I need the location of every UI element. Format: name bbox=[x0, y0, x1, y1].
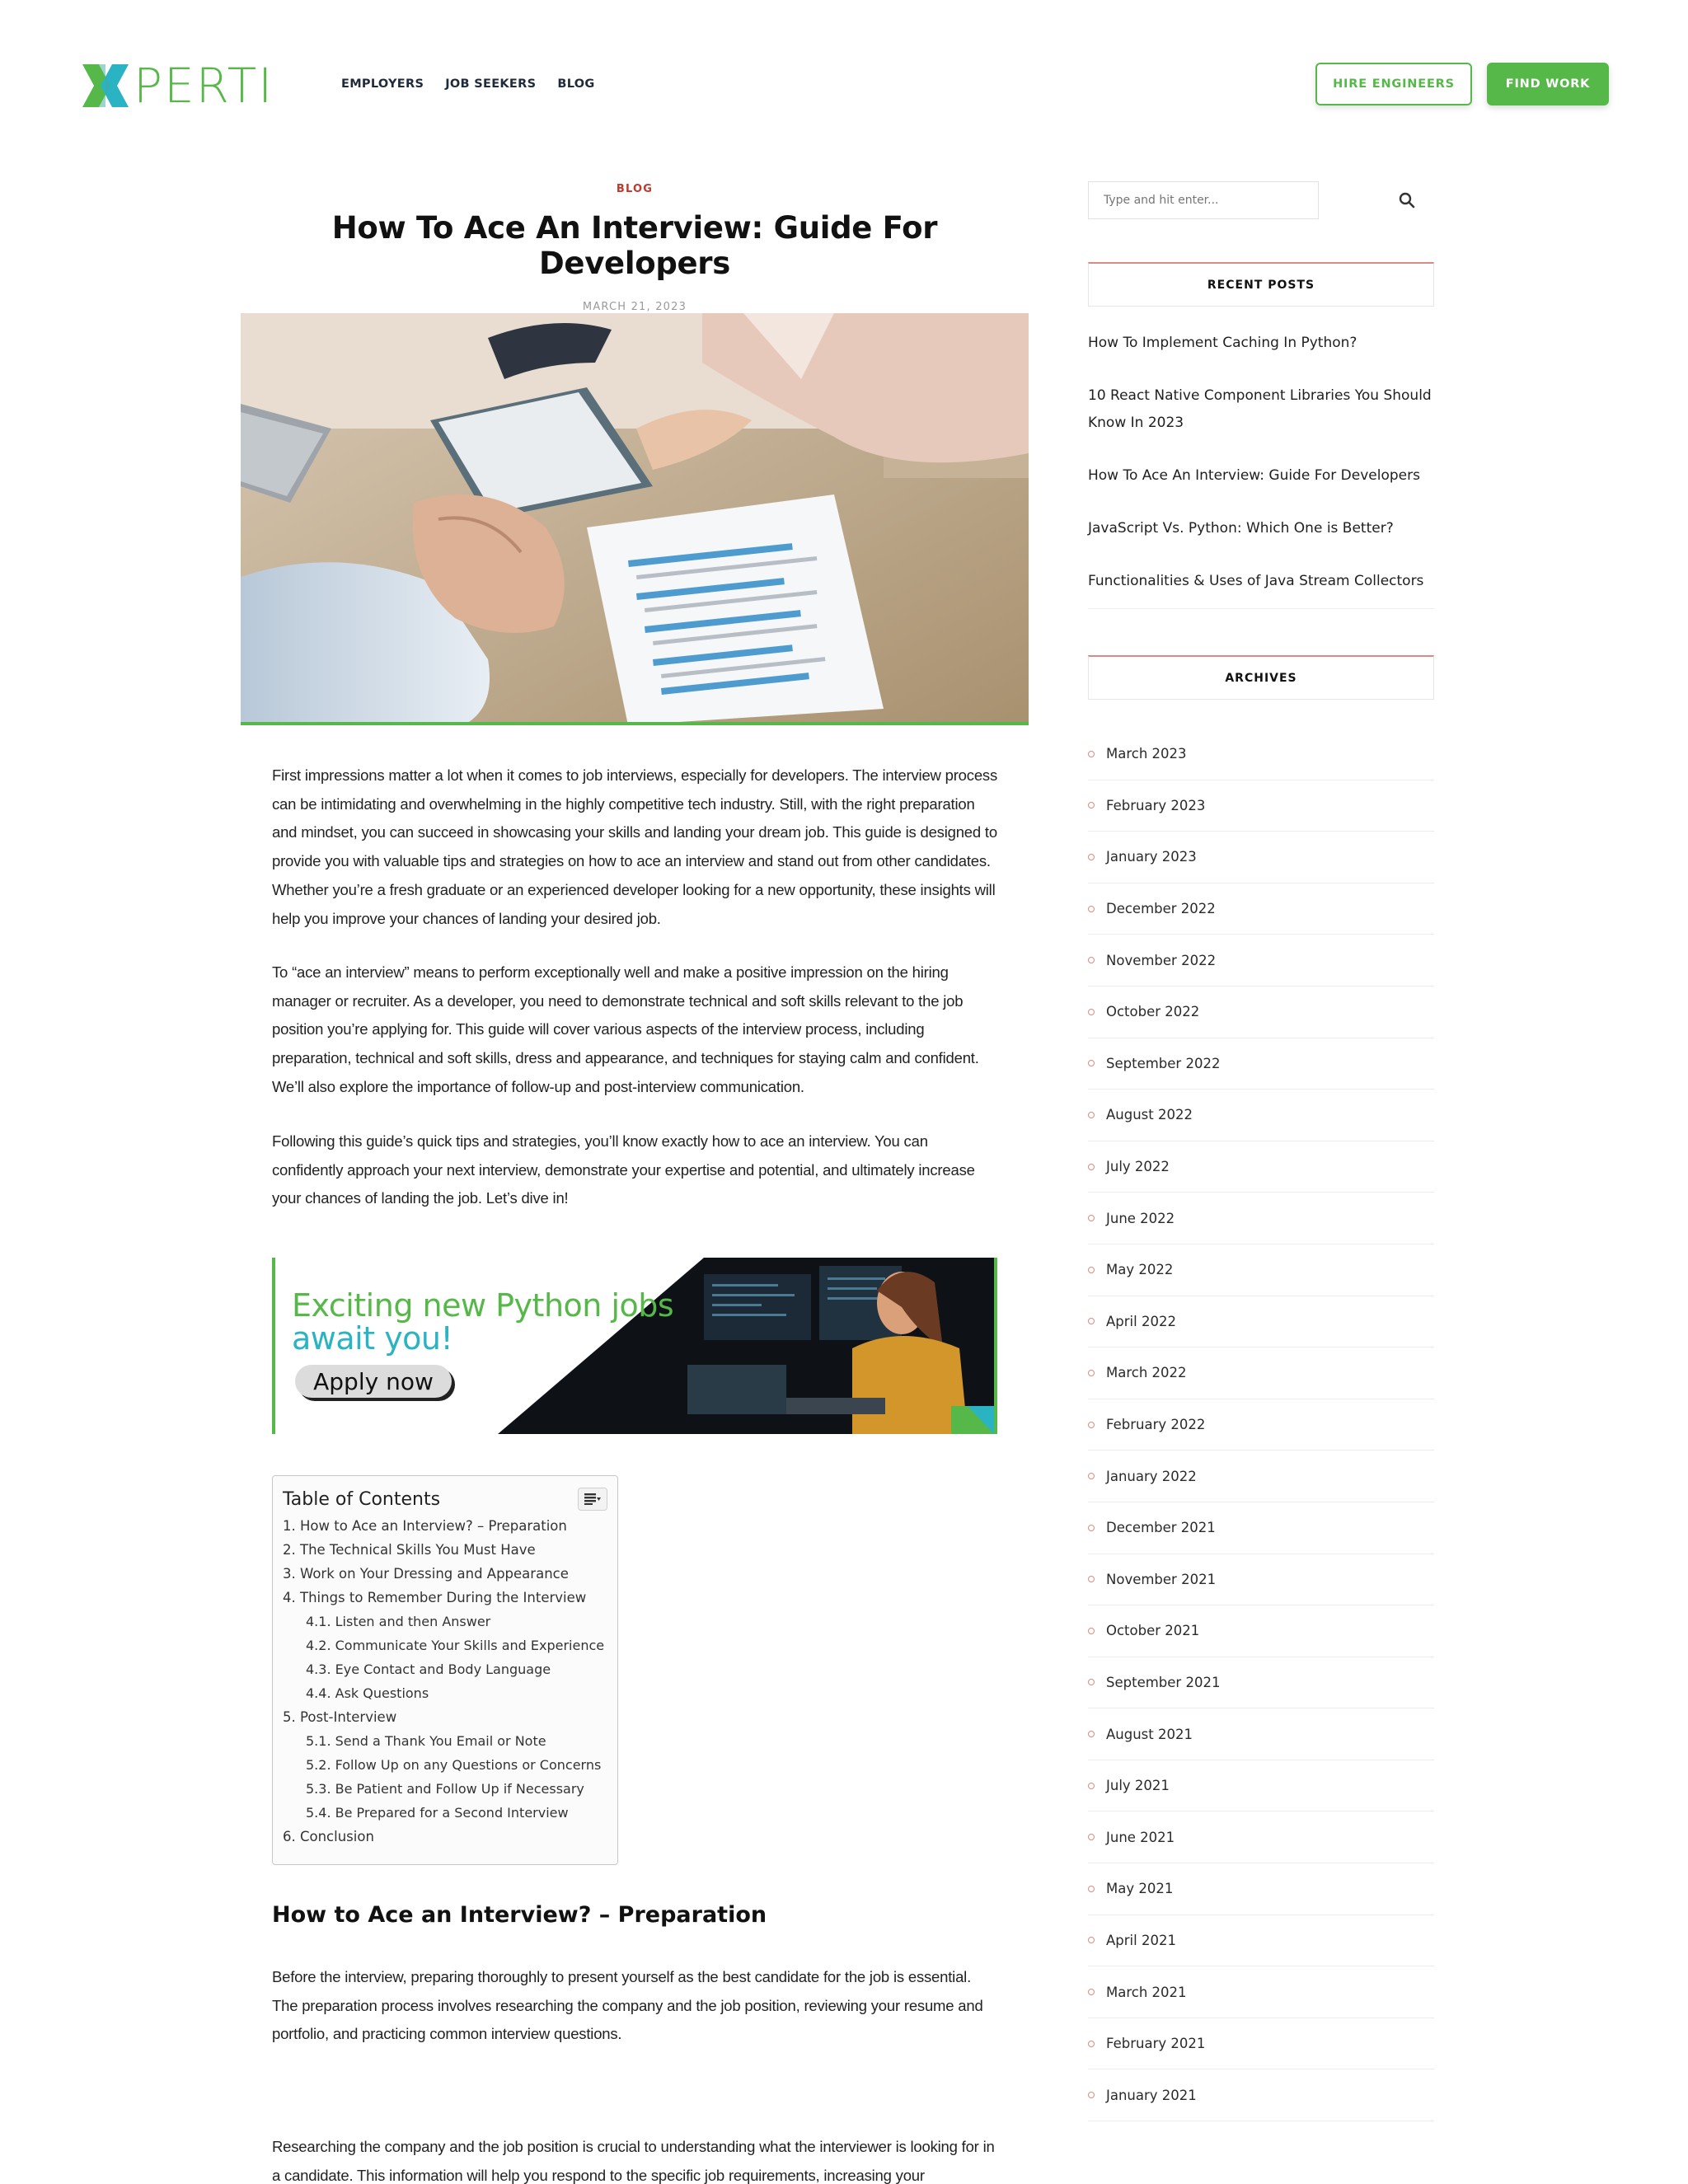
bullet-circle-icon bbox=[1088, 1525, 1095, 1531]
recent-posts-title: RECENT POSTS bbox=[1088, 262, 1434, 307]
banner-subheadline: await you! bbox=[292, 1320, 453, 1357]
nav-blog[interactable]: BLOG bbox=[557, 77, 595, 91]
archive-item[interactable] bbox=[1088, 1451, 1434, 1502]
archive-month-label: March 2022 bbox=[1106, 1365, 1187, 1381]
search-icon[interactable] bbox=[1398, 191, 1416, 209]
toc-item[interactable]: 1. How to Ace an Interview? – Preparation bbox=[283, 1518, 567, 1534]
bullet-circle-icon bbox=[1088, 1422, 1095, 1428]
archive-item[interactable] bbox=[1088, 1399, 1434, 1451]
post-date: MARCH 21, 2023 bbox=[582, 301, 687, 313]
toc-item[interactable]: 4.4. Ask Questions bbox=[306, 1685, 429, 1701]
archive-item[interactable] bbox=[1088, 2018, 1434, 2070]
archive-month-label: January 2023 bbox=[1106, 849, 1197, 865]
bullet-circle-icon bbox=[1088, 957, 1095, 963]
preparation-paragraph-1: Before the interview, preparing thoroughly to present yourself as the best candidate for the job is essential. The preparation process involves researching the company and the job position, reviewing your resume and portfolio, and practicing common interview questions. bbox=[272, 1968, 983, 2043]
search-input[interactable] bbox=[1088, 181, 1319, 219]
archive-item[interactable] bbox=[1088, 1657, 1434, 1709]
xperti-logo[interactable] bbox=[82, 58, 274, 114]
archive-item[interactable] bbox=[1088, 1863, 1434, 1915]
archive-item[interactable] bbox=[1088, 1038, 1434, 1090]
archive-month-label: February 2021 bbox=[1106, 2036, 1206, 2052]
archive-month-label: February 2022 bbox=[1106, 1417, 1206, 1433]
archive-month-label: January 2022 bbox=[1106, 1468, 1197, 1484]
toc-title: Table of Contents bbox=[283, 1488, 441, 1510]
interview-photo-illustration bbox=[241, 313, 1029, 725]
logo-x-mark-icon bbox=[82, 64, 129, 107]
toc-item[interactable]: 4.1. Listen and then Answer bbox=[306, 1614, 491, 1629]
archive-item[interactable] bbox=[1088, 1708, 1434, 1760]
archive-item[interactable] bbox=[1088, 1915, 1434, 1967]
toc-item[interactable]: 5.2. Follow Up on any Questions or Concerns bbox=[306, 1757, 602, 1773]
post-category[interactable]: BLOG bbox=[616, 183, 654, 195]
archive-item[interactable] bbox=[1088, 832, 1434, 883]
toc-item[interactable]: 5.1. Send a Thank You Email or Note bbox=[306, 1733, 546, 1749]
logo-text: PERTI bbox=[134, 58, 274, 114]
archive-item[interactable] bbox=[1088, 1811, 1434, 1863]
bullet-circle-icon bbox=[1088, 1215, 1095, 1221]
toc-item[interactable]: 2. The Technical Skills You Must Have bbox=[283, 1542, 536, 1558]
archive-month-label: June 2022 bbox=[1106, 1210, 1175, 1226]
bullet-circle-icon bbox=[1088, 802, 1095, 808]
archive-item[interactable] bbox=[1088, 1502, 1434, 1554]
recent-post-link[interactable]: JavaScript Vs. Python: Which One is Better? bbox=[1088, 520, 1394, 537]
recent-post-link[interactable]: 10 React Native Component Libraries You Should Know In 2023 bbox=[1088, 387, 1432, 431]
toc-item[interactable]: 4. Things to Remember During the Interview bbox=[283, 1590, 587, 1605]
archive-month-label: October 2022 bbox=[1106, 1004, 1200, 1020]
archive-item[interactable] bbox=[1088, 883, 1434, 935]
archive-item[interactable] bbox=[1088, 729, 1434, 780]
main-nav bbox=[341, 77, 595, 91]
archives-title: ARCHIVES bbox=[1088, 655, 1434, 700]
archive-item[interactable] bbox=[1088, 1193, 1434, 1244]
archive-month-label: September 2022 bbox=[1106, 1055, 1221, 1071]
archive-month-label: June 2021 bbox=[1106, 1829, 1175, 1845]
bullet-circle-icon bbox=[1088, 1937, 1095, 1943]
archive-month-label: February 2023 bbox=[1106, 797, 1206, 813]
recent-post-link[interactable]: How To Ace An Interview: Guide For Developers bbox=[1088, 467, 1420, 484]
section-heading-preparation: How to Ace an Interview? – Preparation bbox=[272, 1902, 767, 1928]
archive-month-label: December 2022 bbox=[1106, 901, 1216, 917]
toc-toggle-button[interactable] bbox=[578, 1488, 607, 1511]
bullet-circle-icon bbox=[1088, 1473, 1095, 1479]
banner-headline: Exciting new Python jobs bbox=[292, 1287, 674, 1324]
toc-item[interactable]: 5. Post-Interview bbox=[283, 1709, 397, 1725]
archive-month-label: July 2022 bbox=[1106, 1159, 1170, 1175]
find-work-button[interactable]: FIND WORK bbox=[1487, 63, 1609, 105]
archive-item[interactable] bbox=[1088, 1554, 1434, 1606]
bullet-circle-icon bbox=[1088, 1267, 1095, 1273]
archive-item[interactable] bbox=[1088, 1605, 1434, 1657]
bullet-circle-icon bbox=[1088, 1318, 1095, 1324]
table-of-contents bbox=[272, 1475, 618, 1865]
archive-month-label: January 2021 bbox=[1106, 2087, 1197, 2103]
archives-list bbox=[1088, 729, 1434, 2121]
archive-item[interactable] bbox=[1088, 1760, 1434, 1812]
bullet-circle-icon bbox=[1088, 751, 1095, 757]
archive-month-label: November 2022 bbox=[1106, 952, 1217, 968]
bullet-circle-icon bbox=[1088, 1989, 1095, 1995]
article bbox=[241, 165, 1029, 2184]
bullet-circle-icon bbox=[1088, 1679, 1095, 1685]
bullet-circle-icon bbox=[1088, 1886, 1095, 1892]
recent-post-link[interactable]: How To Implement Caching In Python? bbox=[1088, 335, 1357, 351]
archive-month-label: April 2022 bbox=[1106, 1313, 1176, 1329]
bullet-circle-icon bbox=[1088, 1164, 1095, 1170]
site-header bbox=[0, 0, 1688, 165]
archive-month-label: March 2023 bbox=[1106, 746, 1187, 762]
toc-list bbox=[283, 1514, 607, 1849]
bullet-circle-icon bbox=[1088, 1731, 1095, 1737]
toc-item[interactable]: 4.2. Communicate Your Skills and Experience bbox=[306, 1638, 605, 1653]
toc-item[interactable]: 5.3. Be Patient and Follow Up if Necessary bbox=[306, 1781, 584, 1797]
bullet-circle-icon bbox=[1088, 1370, 1095, 1376]
bullet-circle-icon bbox=[1088, 1009, 1095, 1015]
archive-month-label: April 2021 bbox=[1106, 1932, 1176, 1948]
hire-engineers-button[interactable]: HIRE ENGINEERS bbox=[1315, 63, 1472, 105]
list-toggle-icon bbox=[584, 1493, 601, 1505]
intro-paragraph-2: To “ace an interview” means to perform exceptionally well and make a positive impression on the hiring manager or recruiter. As a developer, you need to demonstrate technical and soft skills relevant to the job position you’re applying for. This guide will cover various aspects of the interview process, including preparation, technical and soft skills, dress and appearance, and techniques for staying calm and confident. We’ll also explore the importance of follow-up and post-interview communication. bbox=[272, 963, 979, 1095]
preparation-paragraph-2: Researching the company and the job position is crucial to understanding what the interviewer is looking for in a candidate. This information will help you respond to the specific job requirements, increasing your bbox=[272, 2138, 995, 2184]
bullet-circle-icon bbox=[1088, 1060, 1095, 1066]
archive-month-label: May 2022 bbox=[1106, 1262, 1174, 1278]
recent-posts-divider bbox=[1088, 608, 1434, 609]
archive-item[interactable] bbox=[1088, 935, 1434, 987]
archive-month-label: November 2021 bbox=[1106, 1571, 1217, 1587]
bullet-circle-icon bbox=[1088, 1628, 1095, 1634]
archive-month-label: December 2021 bbox=[1106, 1520, 1216, 1536]
bullet-circle-icon bbox=[1088, 854, 1095, 860]
bullet-circle-icon bbox=[1088, 1576, 1095, 1582]
bullet-circle-icon bbox=[1088, 2092, 1095, 2098]
archive-item[interactable] bbox=[1088, 987, 1434, 1038]
python-jobs-banner[interactable] bbox=[272, 1258, 997, 1434]
archive-month-label: October 2021 bbox=[1106, 1623, 1200, 1639]
toc-item[interactable]: 5.4. Be Prepared for a Second Interview bbox=[306, 1805, 569, 1821]
hero-image bbox=[241, 313, 1029, 725]
archive-item[interactable] bbox=[1088, 780, 1434, 832]
archive-item[interactable] bbox=[1088, 1090, 1434, 1141]
archive-item[interactable] bbox=[1088, 1347, 1434, 1399]
intro-paragraph-1: First impressions matter a lot when it comes to job interviews, especially for developers. The interview process can be intimidating and overwhelming in the highly competitive tech industry. Still, with the right preparation and mindset, you can succeed in showcasing your skills and landing your dream job. This guide is designed to provide you with valuable tips and strategies on how to ace an interview and stand out from other candidates. Whether you’re a fresh graduate or an experienced developer looking for a new opportunity, these insights will help you improve your chances of landing your desired job. bbox=[272, 766, 998, 927]
recent-posts-list bbox=[1088, 330, 1434, 595]
bullet-circle-icon bbox=[1088, 906, 1095, 912]
archive-item[interactable] bbox=[1088, 1141, 1434, 1193]
toc-item[interactable]: 3. Work on Your Dressing and Appearance bbox=[283, 1566, 569, 1582]
toc-item[interactable]: 6. Conclusion bbox=[283, 1829, 374, 1844]
archive-item[interactable] bbox=[1088, 2069, 1434, 2121]
apply-now-button[interactable]: Apply now bbox=[295, 1365, 452, 1398]
archive-month-label: July 2021 bbox=[1106, 1778, 1170, 1794]
bullet-circle-icon bbox=[1088, 1834, 1095, 1840]
archive-month-label: August 2021 bbox=[1106, 1726, 1193, 1742]
recent-post-link[interactable]: Functionalities & Uses of Java Stream Collectors bbox=[1088, 573, 1424, 589]
archive-item[interactable] bbox=[1088, 1244, 1434, 1296]
archive-item[interactable] bbox=[1088, 1966, 1434, 2018]
intro-paragraph-3: Following this guide’s quick tips and strategies, you’ll know exactly how to ace an interview. You can confidently approach your next interview, demonstrate your expertise and potential, and ultimately increase your chances of landing the job. Let’s dive in! bbox=[272, 1132, 975, 1207]
toc-item[interactable]: 4.3. Eye Contact and Body Language bbox=[306, 1661, 551, 1677]
nav-employers[interactable]: EMPLOYERS bbox=[341, 77, 424, 91]
archive-month-label: March 2021 bbox=[1106, 1984, 1187, 2000]
archive-item[interactable] bbox=[1088, 1296, 1434, 1348]
bullet-circle-icon bbox=[1088, 1112, 1095, 1118]
bullet-circle-icon bbox=[1088, 2041, 1095, 2047]
bullet-circle-icon bbox=[1088, 1783, 1095, 1789]
archive-month-label: August 2022 bbox=[1106, 1107, 1193, 1123]
nav-job-seekers[interactable]: JOB SEEKERS bbox=[445, 77, 537, 91]
archive-month-label: September 2021 bbox=[1106, 1674, 1221, 1690]
archive-month-label: May 2021 bbox=[1106, 1881, 1174, 1897]
post-title: How To Ace An Interview: Guide For Developers bbox=[331, 210, 938, 281]
